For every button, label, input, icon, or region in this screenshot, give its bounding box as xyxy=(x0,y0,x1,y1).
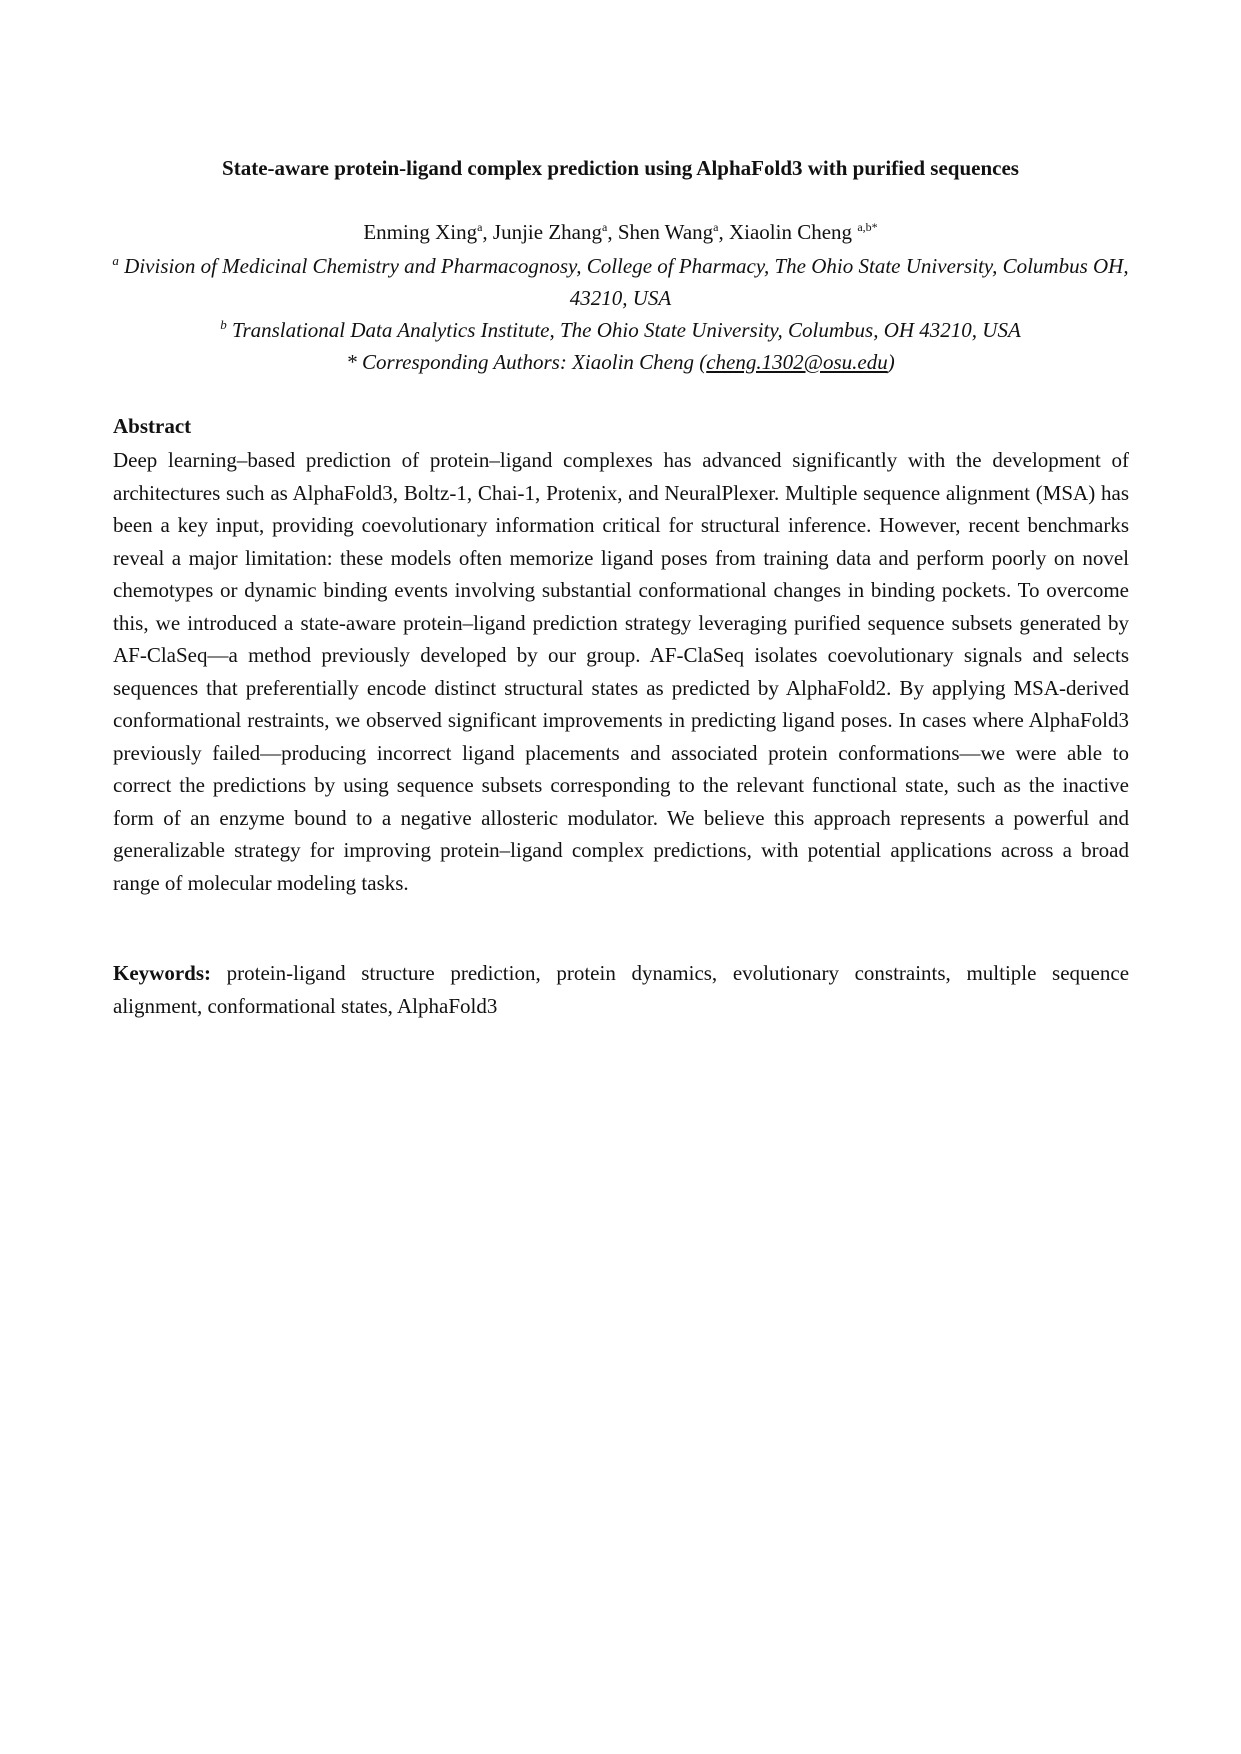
author-name: Xiaolin Cheng xyxy=(728,220,853,244)
corresponding-prefix: * Corresponding Authors: Xiaolin Cheng ( xyxy=(346,350,707,374)
affiliation-a xyxy=(100,250,1141,314)
author-separator: , xyxy=(718,220,729,244)
affiliation-marker: a xyxy=(112,253,119,268)
author-separator: , xyxy=(482,220,493,244)
affiliation-marker: b xyxy=(220,317,227,332)
author-name: Shen Wang xyxy=(617,220,714,244)
keywords xyxy=(113,957,1129,1022)
corresponding-email-link[interactable]: cheng.1302@osu.edu xyxy=(706,350,888,374)
keywords-text: protein-ligand structure prediction, protein dynamics, evolutionary constraints, multiple sequence alignment, conformational states, AlphaFold3 xyxy=(113,961,1130,1018)
corresponding-author xyxy=(100,346,1141,378)
author-affil-marker: a xyxy=(477,220,483,234)
abstract-heading: Abstract xyxy=(113,414,192,438)
author-name: Enming Xing xyxy=(363,220,478,244)
keywords-label: Keywords: xyxy=(113,961,211,985)
author-list xyxy=(100,218,1141,246)
corresponding-suffix: ) xyxy=(887,350,895,374)
author-name: Junjie Zhang xyxy=(492,220,602,244)
author-affil-marker: a xyxy=(601,220,608,234)
author-affil-marker: a xyxy=(713,220,719,234)
affiliation-text: Division of Medicinal Chemistry and Pharmacognosy, College of Pharmacy, The Ohio State University, Columbus OH, 43210, USA xyxy=(124,254,1129,310)
paper-title: State-aware protein-ligand complex prediction using AlphaFold3 with purified sequences xyxy=(222,156,1019,180)
affiliation-b xyxy=(100,314,1141,346)
affiliation-text: Translational Data Analytics Institute, The Ohio State University, Columbus, OH 43210, USA xyxy=(231,318,1021,342)
author-separator: , xyxy=(607,220,618,244)
abstract-text: Deep learning–based prediction of protein–ligand complexes has advanced significantly with the development of architectures such as AlphaFold3, Boltz-1, Chai-1, Protenix, and NeuralPlexer. Multiple sequence alignment (MSA) has been a key input, providing coevolutionary information critical for structural inference. However, recent benchmarks reveal a major limitation: these models often memorize ligand poses from training data and perform poorly on novel chemotypes or dynamic binding events involving substantial conformational changes in binding pockets. To overcome this, we introduced a state-aware protein–ligand prediction strategy leveraging purified sequence subsets generated by AF-ClaSeq—a method previously developed by our group. AF-ClaSeq isolates coevolutionary signals and selects sequences that preferentially encode distinct structural states as predicted by AlphaFold2. By applying MSA-derived conformational restraints, we observed significant improvements in predicting ligand poses. In cases where AlphaFold3 previously failed—producing incorrect ligand placements and associated protein conformations—we were able to correct the predictions by using sequence subsets corresponding to the relevant functional state, such as the inactive form of an enzyme bound to a negative allosteric modulator. We believe this approach represents a powerful and generalizable strategy for improving protein–ligand complex predictions, with potential applications across a broad range of molecular modeling tasks. xyxy=(113,448,1129,895)
author-affil-marker: a,b* xyxy=(857,220,878,234)
